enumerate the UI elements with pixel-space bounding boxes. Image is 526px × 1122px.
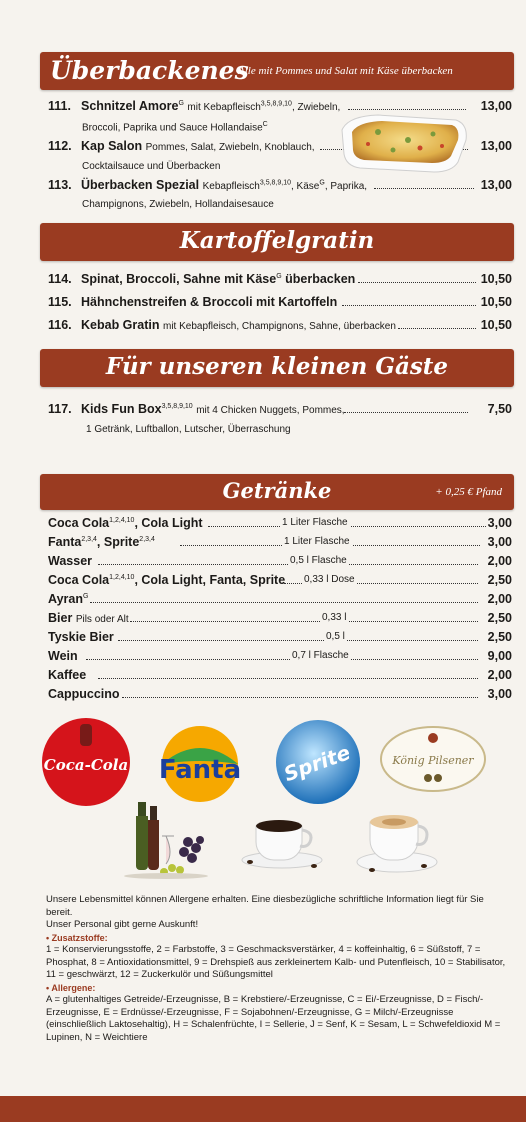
- item-name: Kebab Gratin mit Kebapfleisch, Champignons, Sahne, überbacken: [81, 318, 396, 332]
- section-banner-kids: [40, 349, 514, 387]
- item-name: Überbacken Spezial Kebapfleisch$^{3,5,8,9,10}$, Käse$^G$, Paprika,: [81, 178, 368, 192]
- svg-text:Fanta: Fanta: [158, 755, 242, 785]
- leader-dots: [374, 188, 474, 189]
- drink-row[interactable]: [48, 611, 512, 629]
- leader-dots: [122, 697, 478, 698]
- drink-row[interactable]: [48, 668, 512, 686]
- leader-dots: [98, 678, 478, 679]
- allergen-info: [46, 894, 506, 1044]
- item-number: 117.: [48, 402, 72, 416]
- leader-dots: [344, 412, 468, 413]
- item-name: Schnitzel Amore$^G$ mit Kebapfleisch$^{3,5,8,9,10}$, Zwiebeln,: [81, 99, 341, 113]
- item-number: 114.: [48, 272, 72, 286]
- section-banner-ueberbackenes: [40, 52, 514, 90]
- drink-volume: 0,33 l: [322, 612, 347, 623]
- sprite-logo: [272, 716, 364, 808]
- gratin-dish-image: [338, 110, 470, 176]
- drink-name: Coca Cola$^{1,2,4,10}$, Cola Light, Fanta, Sprite: [48, 573, 286, 587]
- leader-dots: [130, 621, 478, 622]
- item-price: 10,50: [480, 318, 512, 332]
- drink-name: Bier Pils oder Alt: [48, 611, 129, 625]
- section-banner-kartoffelgratin: [40, 223, 514, 261]
- drink-row[interactable]: [48, 535, 512, 553]
- drink-volume: 0,7 l Flasche: [292, 650, 349, 661]
- drink-volume: 1 Liter Flasche: [284, 536, 350, 547]
- allergens-heading: • Allergene:: [46, 982, 96, 993]
- section-title: Für unseren kleinen Gäste: [105, 353, 449, 380]
- fanta-logo: [146, 722, 254, 802]
- svg-text:König Pilsener: König Pilsener: [392, 754, 474, 767]
- drink-price: 9,00: [487, 649, 512, 663]
- drink-row[interactable]: [48, 592, 512, 610]
- additives-list: 1 = Konservierungsstoffe, 2 = Farbstoffe, 3 = Geschmacksverstärker, 4 = koffeinhaltig, 6 = Süßstoff, 7 = Phosphat, 8 = Antioxidationsmittel, 9 = Drehspieß aus zerkleinertem Kalb- und Putenfleisch, 10 = Stabilisator, 11 = geschwärzt, 12 = Zuckerkulör und Süßungsmittel: [46, 944, 506, 980]
- item-number: 113.: [48, 178, 72, 192]
- leader-dots: [118, 640, 478, 641]
- drink-price: 3,00: [487, 516, 512, 530]
- item-description: 1 Getränk, Luftballon, Lutscher, Überraschung: [86, 424, 291, 435]
- koenig-pilsener-logo: [378, 724, 488, 794]
- drink-price: 2,00: [487, 592, 512, 606]
- item-price: 7,50: [487, 402, 512, 416]
- item-number: 116.: [48, 318, 72, 332]
- section-title: Getränke: [222, 478, 332, 503]
- drink-price: 3,00: [487, 687, 512, 701]
- deposit-note: + 0,25 € Pfand: [435, 486, 502, 498]
- drink-name: Fanta$^{2,3,4}$, Sprite$^{2,3,4}$: [48, 535, 155, 549]
- item-description: Broccoli, Paprika und Sauce Hollandaise$^C$: [82, 121, 268, 134]
- drink-price: 2,50: [487, 573, 512, 587]
- item-description: Champignons, Zwiebeln, Hollandaisesauce: [82, 199, 274, 210]
- drink-row[interactable]: [48, 630, 512, 648]
- drink-name: Tyskie Bier: [48, 630, 114, 644]
- item-name: Spinat, Broccoli, Sahne mit Käse$^G$ überbacken: [81, 272, 356, 286]
- svg-text:Coca-Cola: Coca-Cola: [43, 756, 129, 774]
- leader-dots: [358, 282, 476, 283]
- item-price: 13,00: [480, 178, 512, 192]
- coca-cola-logo: [40, 716, 132, 808]
- drink-price: 2,50: [487, 611, 512, 625]
- item-number: 115.: [48, 295, 72, 309]
- section-title: Kartoffelgratin: [179, 227, 375, 254]
- leader-dots: [398, 328, 476, 329]
- drink-row[interactable]: [48, 516, 512, 534]
- staff-notice: Unser Personal gibt gerne Auskunft!: [46, 919, 199, 930]
- section-title: Überbackenes: [50, 56, 249, 85]
- footer-bar: [0, 1096, 526, 1122]
- drink-price: 2,00: [487, 554, 512, 568]
- drink-name: Wein: [48, 649, 78, 663]
- coffee-cup-image: [240, 812, 324, 870]
- menu-item-114[interactable]: [48, 272, 512, 292]
- leader-dots: [208, 526, 508, 527]
- item-name: Kids Fun Box$^{3,5,8,9,10}$ mit 4 Chicken Nuggets, Pommes,: [81, 402, 345, 416]
- menu-item-117[interactable]: [48, 402, 512, 422]
- menu-item-113[interactable]: [48, 178, 512, 198]
- drink-price: 2,50: [487, 630, 512, 644]
- item-name: Hähnchenstreifen & Broccoli mit Kartoffeln: [81, 295, 338, 309]
- drink-volume: 1 Liter Flasche: [282, 517, 348, 528]
- drink-name: Coca Cola$^{1,2,4,10}$, Cola Light: [48, 516, 203, 530]
- wine-grapes-image: [118, 796, 210, 880]
- leader-dots: [86, 659, 478, 660]
- drink-name: Wasser: [48, 554, 93, 568]
- additives-heading: • Zusatzstoffe:: [46, 932, 108, 943]
- drink-row[interactable]: [48, 573, 512, 591]
- drink-volume: 0,5 l Flasche: [290, 555, 347, 566]
- menu-item-115[interactable]: [48, 295, 512, 315]
- item-price: 13,00: [480, 99, 512, 113]
- drink-name: Cappuccino: [48, 687, 120, 701]
- svg-text:Sprite: Sprite: [280, 740, 354, 787]
- item-price: 10,50: [480, 272, 512, 286]
- section-subtitle: Alle mit Pommes und Salat mit Käse überbacken: [238, 65, 453, 77]
- allergen-notice: Unsere Lebensmittel können Allergene erhalten. Eine diesbezügliche schriftliche Information liegt für Sie bereit.: [46, 894, 484, 918]
- drink-name: Ayran$^G$: [48, 592, 89, 606]
- drink-row[interactable]: [48, 687, 512, 705]
- item-description: Cocktailsauce und Überbacken: [82, 161, 221, 172]
- item-name: Kap Salon Pommes, Salat, Zwiebeln, Knoblauch,: [81, 139, 315, 153]
- item-price: 10,50: [480, 295, 512, 309]
- drink-price: 2,00: [487, 668, 512, 682]
- drink-name: Kaffee: [48, 668, 87, 682]
- drink-row[interactable]: [48, 554, 512, 572]
- allergens-list: A = glutenhaltiges Getreide/-Erzeugnisse, B = Krebstiere/-Erzeugnisse, C = Ei/-Erzeugnisse, D = Fisch/-Erzeugnisse, E = Erdnüsse/-Erzeugnisse, F = Sojabohnen/-Erzeugnisse, G = Milch/-Erzeugnisse (einschließlich Laktosehaltig), H = Schalenfrüchte, I = Sellerie, J = Senf, K = Sesam, L = Schwefeldioxid M = Lupinen, N = Weichtiere: [46, 994, 501, 1043]
- item-number: 112.: [48, 139, 72, 153]
- drink-price: 3,00: [487, 535, 512, 549]
- item-price: 13,00: [480, 139, 512, 153]
- menu-item-116[interactable]: [48, 318, 512, 338]
- leader-dots: [90, 602, 478, 603]
- item-number: 111.: [48, 99, 71, 113]
- cappuccino-cup-image: [354, 810, 440, 876]
- leader-dots: [342, 305, 476, 306]
- drink-row[interactable]: [48, 649, 512, 667]
- drink-volume: 0,5 l: [326, 631, 345, 642]
- section-banner-getraenke: [40, 474, 514, 510]
- drink-volume: 0,33 l Dose: [304, 574, 355, 585]
